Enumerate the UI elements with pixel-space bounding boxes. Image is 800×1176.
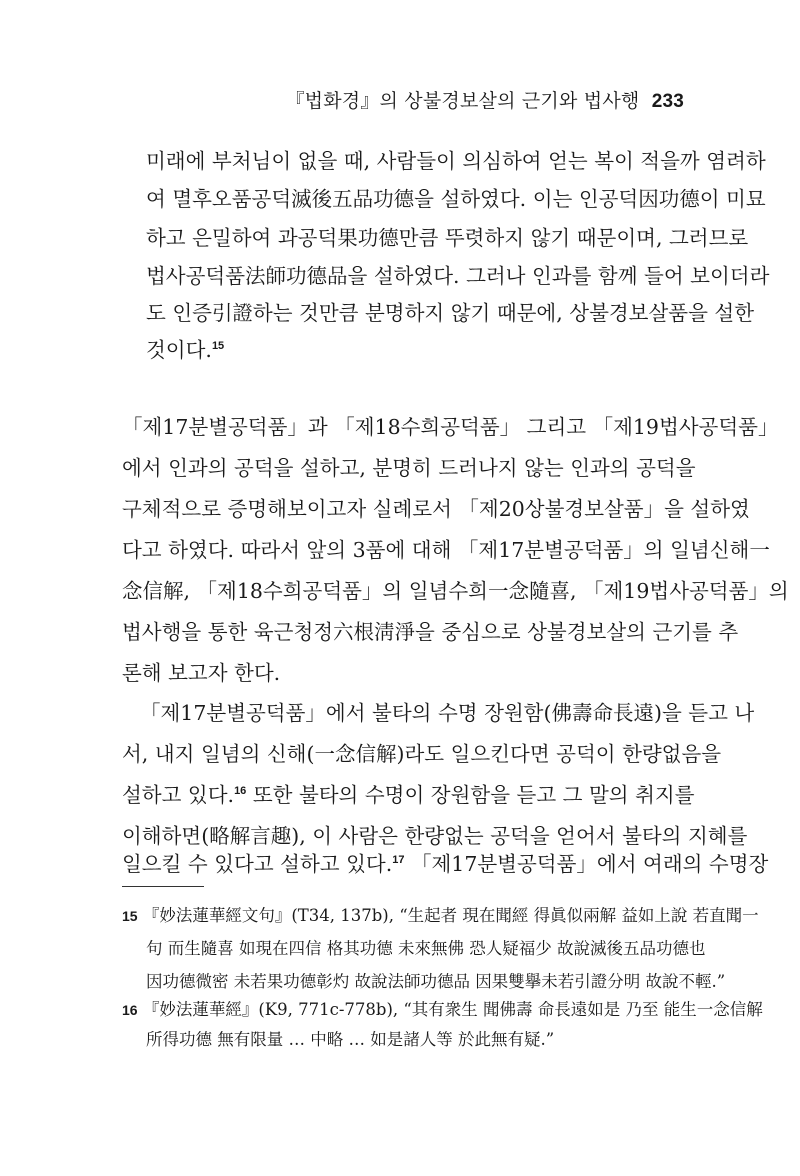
quote-line: 여 멸후오품공덕滅後五品功德을 설하였다. 이는 인공덕因功德이 미묘	[146, 187, 766, 211]
footnote-number: 15	[122, 908, 138, 924]
footnote-15-line	[122, 904, 759, 928]
running-title: 『법화경』의 상불경보살의 근기와 법사행	[285, 90, 640, 112]
footnote-ref: 15	[211, 340, 225, 353]
running-head	[285, 86, 684, 113]
footnote-15-line: 因功德微密 未若果功德彰灼 故說法師功德品 因果雙擧未若引證分明 故說不輕.”	[146, 972, 726, 991]
footnote-text: 『妙法蓮華經文句』(T34, 137b), “生起者 現在聞經 得眞似兩解 益如上說 若直聞一	[142, 906, 759, 925]
footnote-number: 16	[122, 1002, 138, 1018]
body-line: 念信解, 「제18수희공덕품」의 일념수희一念隨喜, 「제19법사공덕품」의	[122, 579, 789, 603]
body-line: 다고 하였다. 따라서 앞의 3품에 대해 「제17분별공덕품」의 일념신해一	[122, 538, 770, 562]
footnote-ref: 16	[234, 785, 247, 798]
body-line	[122, 850, 768, 878]
body-line: 에서 인과의 공덕을 설하고, 분명히 드러나지 않는 인과의 공덕을	[122, 456, 696, 480]
body-text: 또한 불타의 수명이 장원함을 듣고 그 말의 취지를	[246, 783, 695, 807]
page-number: 233	[651, 91, 684, 112]
quote-line-last	[146, 336, 224, 364]
body-line: 이해하면(略解言趣), 이 사람은 한량없는 공덕을 얻어서 불타의 지혜를	[122, 824, 748, 848]
body-line: 구체적으로 증명해보이고자 실례로서 「제20상불경보살품」을 설하였	[122, 497, 750, 521]
footnote-ref: 17	[392, 854, 405, 867]
body-line: 「제17분별공덕품」에서 불타의 수명 장원함(佛壽命長遠)을 듣고 나	[140, 701, 755, 725]
footnote-text: 『妙法蓮華經』(K9, 771c-778b), “其有衆生 聞佛壽 命長遠如是 乃至 能生一念信解	[142, 1000, 763, 1019]
footnote-15-line: 句 而生隨喜 如現在四信 格其功德 未來無佛 恐人疑福少 故說滅後五品功德也	[146, 939, 706, 958]
footnote-separator	[122, 886, 204, 887]
body-line: 「제17분별공덕품」과 「제18수희공덕품」 그리고 「제19법사공덕품」	[122, 415, 779, 439]
quote-line: 하고 은밀하여 과공덕果功德만큼 뚜렷하지 않기 때문이며, 그러므로	[146, 226, 749, 250]
body-text: 설하고 있다.	[122, 783, 235, 807]
body-line: 론해 보고자 한다.	[122, 661, 281, 685]
body-text: 일으킬 수 있다고 설하고 있다.	[122, 852, 393, 876]
quote-line-text: 것이다.	[146, 338, 212, 362]
body-text: 「제17분별공덕품」에서 여래의 수명장	[404, 852, 769, 876]
body-line: 서, 내지 일념의 신해(一念信解)라도 일으킨다면 공덕이 한량없음을	[122, 742, 722, 766]
body-line: 법사행을 통한 육근청정六根淸淨을 중심으로 상불경보살의 근기를 추	[122, 620, 739, 644]
body-line	[122, 781, 695, 809]
quote-line: 법사공덕품法師功德品을 설하였다. 그러나 인과를 함께 들어 보이더라	[146, 264, 770, 288]
footnote-16-line: 所得功德 無有限量 … 中略 … 如是諸人等 於此無有疑.”	[146, 1030, 555, 1049]
quote-line: 도 인증引證하는 것만큼 분명하지 않기 때문에, 상불경보살품을 설한	[146, 301, 755, 325]
quote-line: 미래에 부처님이 없을 때, 사람들이 의심하여 얻는 복이 적을까 염려하	[146, 149, 766, 173]
footnote-16-line	[122, 998, 763, 1022]
